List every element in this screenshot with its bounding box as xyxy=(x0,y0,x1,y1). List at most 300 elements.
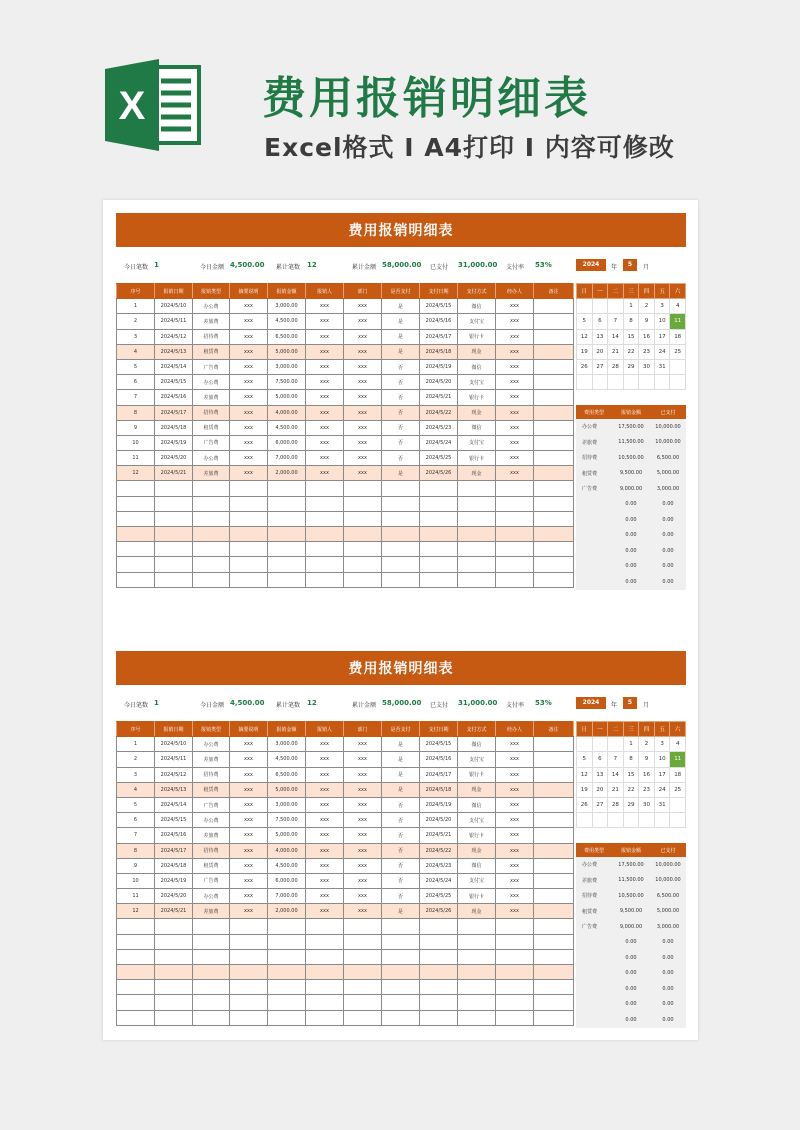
table-cell[interactable] xyxy=(268,557,306,572)
table-cell[interactable]: 否 xyxy=(382,873,420,888)
table-cell[interactable] xyxy=(534,329,574,344)
table-cell[interactable]: 否 xyxy=(382,797,420,812)
table-cell[interactable]: 银行卡 xyxy=(458,451,496,466)
table-cell[interactable]: 2024/5/24 xyxy=(420,873,458,888)
table-cell[interactable]: 2024/5/13 xyxy=(155,782,193,797)
table-cell[interactable]: 7,500.00 xyxy=(268,375,306,390)
month-input[interactable]: 5 xyxy=(623,259,637,271)
table-cell[interactable] xyxy=(534,435,574,450)
table-cell[interactable] xyxy=(382,527,420,542)
table-cell[interactable] xyxy=(306,965,344,980)
table-cell[interactable]: 8 xyxy=(117,405,155,420)
table-cell[interactable] xyxy=(268,481,306,496)
table-cell[interactable]: 4,500.00 xyxy=(268,752,306,767)
calendar-day[interactable]: 5 xyxy=(577,314,593,329)
table-cell[interactable]: 2024/5/20 xyxy=(420,375,458,390)
table-cell[interactable] xyxy=(534,828,574,843)
table-cell[interactable]: xxx xyxy=(496,737,534,752)
calendar-day[interactable]: 15 xyxy=(623,329,639,344)
table-cell[interactable]: xxx xyxy=(496,390,534,405)
table-cell[interactable]: xxx xyxy=(306,451,344,466)
table-cell[interactable] xyxy=(534,1010,574,1025)
calendar-day[interactable]: 30 xyxy=(639,359,655,374)
table-cell[interactable] xyxy=(344,542,382,557)
table-cell[interactable] xyxy=(534,858,574,873)
table-cell[interactable]: xxx xyxy=(230,299,268,314)
table-cell[interactable]: xxx xyxy=(230,435,268,450)
table-cell[interactable] xyxy=(344,1010,382,1025)
table-cell[interactable] xyxy=(534,496,574,511)
table-cell[interactable] xyxy=(230,572,268,587)
table-cell[interactable] xyxy=(534,451,574,466)
table-cell[interactable]: 2024/5/14 xyxy=(155,797,193,812)
table-cell[interactable] xyxy=(496,481,534,496)
table-cell[interactable]: xxx xyxy=(306,299,344,314)
table-cell[interactable]: 2024/5/21 xyxy=(155,904,193,919)
table-cell[interactable] xyxy=(420,496,458,511)
table-cell[interactable]: xxx xyxy=(344,813,382,828)
table-cell[interactable]: xxx xyxy=(496,344,534,359)
calendar-day[interactable]: 25 xyxy=(670,344,686,359)
table-cell[interactable]: 办公费 xyxy=(193,737,230,752)
table-cell[interactable] xyxy=(306,481,344,496)
table-cell[interactable]: 支付宝 xyxy=(458,314,496,329)
table-cell[interactable]: 5,000.00 xyxy=(268,828,306,843)
table-cell[interactable] xyxy=(306,511,344,526)
table-cell[interactable] xyxy=(534,965,574,980)
table-cell[interactable] xyxy=(230,496,268,511)
table-cell[interactable]: xxx xyxy=(496,451,534,466)
table-cell[interactable]: xxx xyxy=(496,435,534,450)
calendar-day[interactable]: 18 xyxy=(670,767,686,782)
table-cell[interactable]: 2024/5/26 xyxy=(420,466,458,481)
table-cell[interactable]: 2024/5/25 xyxy=(420,889,458,904)
table-cell[interactable]: 2024/5/15 xyxy=(155,375,193,390)
table-cell[interactable]: xxx xyxy=(230,752,268,767)
table-cell[interactable] xyxy=(420,919,458,934)
calendar-day[interactable]: 11 xyxy=(670,314,686,329)
table-cell[interactable]: xxx xyxy=(496,904,534,919)
calendar-day[interactable]: 17 xyxy=(654,329,670,344)
table-cell[interactable]: 办公费 xyxy=(193,375,230,390)
table-cell[interactable]: xxx xyxy=(344,299,382,314)
table-cell[interactable]: xxx xyxy=(230,767,268,782)
table-cell[interactable] xyxy=(230,965,268,980)
calendar-day[interactable]: 15 xyxy=(623,767,639,782)
table-cell[interactable]: 2024/5/18 xyxy=(155,858,193,873)
calendar-day[interactable] xyxy=(623,813,639,828)
table-cell[interactable]: 办公费 xyxy=(193,299,230,314)
table-cell[interactable] xyxy=(230,542,268,557)
calendar-day[interactable]: 11 xyxy=(670,752,686,767)
table-cell[interactable] xyxy=(382,995,420,1010)
table-cell[interactable] xyxy=(155,527,193,542)
table-cell[interactable]: 4,500.00 xyxy=(268,420,306,435)
table-cell[interactable]: xxx xyxy=(306,767,344,782)
table-cell[interactable] xyxy=(230,481,268,496)
calendar-day[interactable]: 30 xyxy=(639,797,655,812)
table-cell[interactable]: 2024/5/26 xyxy=(420,904,458,919)
table-cell[interactable]: 7 xyxy=(117,828,155,843)
table-cell[interactable] xyxy=(344,919,382,934)
table-cell[interactable]: 2024/5/21 xyxy=(420,828,458,843)
calendar-day[interactable]: 14 xyxy=(608,329,624,344)
calendar-day[interactable]: 18 xyxy=(670,329,686,344)
table-cell[interactable] xyxy=(496,557,534,572)
table-cell[interactable]: xxx xyxy=(344,797,382,812)
calendar-day[interactable] xyxy=(623,375,639,390)
table-cell[interactable] xyxy=(420,572,458,587)
table-cell[interactable] xyxy=(496,527,534,542)
table-cell[interactable] xyxy=(117,527,155,542)
table-cell[interactable]: 3,000.00 xyxy=(268,797,306,812)
table-cell[interactable]: xxx xyxy=(230,858,268,873)
table-cell[interactable]: 否 xyxy=(382,435,420,450)
table-cell[interactable]: xxx xyxy=(344,858,382,873)
calendar-day[interactable] xyxy=(654,813,670,828)
table-cell[interactable] xyxy=(496,919,534,934)
calendar-day[interactable]: 23 xyxy=(639,344,655,359)
table-cell[interactable]: xxx xyxy=(344,466,382,481)
table-cell[interactable]: 2024/5/15 xyxy=(420,299,458,314)
calendar-day[interactable]: 13 xyxy=(592,329,608,344)
table-cell[interactable]: 2024/5/15 xyxy=(155,813,193,828)
calendar-day[interactable]: 2 xyxy=(639,737,655,752)
table-cell[interactable]: xxx xyxy=(230,344,268,359)
year-input[interactable]: 2024 xyxy=(576,697,606,709)
table-cell[interactable]: 银行卡 xyxy=(458,889,496,904)
table-cell[interactable]: 7 xyxy=(117,390,155,405)
table-cell[interactable] xyxy=(268,542,306,557)
table-cell[interactable] xyxy=(117,919,155,934)
table-cell[interactable] xyxy=(496,1010,534,1025)
table-cell[interactable]: 2024/5/18 xyxy=(420,782,458,797)
table-cell[interactable]: 办公费 xyxy=(193,813,230,828)
table-cell[interactable] xyxy=(420,557,458,572)
table-cell[interactable] xyxy=(268,995,306,1010)
table-cell[interactable]: 2024/5/17 xyxy=(420,329,458,344)
calendar-day[interactable]: 29 xyxy=(623,359,639,374)
table-cell[interactable]: xxx xyxy=(344,889,382,904)
table-cell[interactable] xyxy=(534,527,574,542)
table-cell[interactable]: 2024/5/17 xyxy=(420,767,458,782)
table-cell[interactable]: 现金 xyxy=(458,466,496,481)
table-cell[interactable] xyxy=(117,557,155,572)
table-cell[interactable] xyxy=(117,496,155,511)
table-cell[interactable]: xxx xyxy=(306,390,344,405)
calendar-day[interactable]: 10 xyxy=(654,314,670,329)
table-cell[interactable]: 5 xyxy=(117,797,155,812)
table-cell[interactable] xyxy=(534,873,574,888)
table-cell[interactable] xyxy=(534,557,574,572)
table-cell[interactable]: xxx xyxy=(496,299,534,314)
calendar-day[interactable]: 3 xyxy=(654,299,670,314)
table-cell[interactable] xyxy=(534,737,574,752)
table-cell[interactable]: 是 xyxy=(382,737,420,752)
table-cell[interactable]: 支付宝 xyxy=(458,375,496,390)
table-cell[interactable]: 现金 xyxy=(458,843,496,858)
table-cell[interactable] xyxy=(344,481,382,496)
calendar-day[interactable]: 21 xyxy=(608,344,624,359)
table-cell[interactable]: xxx xyxy=(230,451,268,466)
table-cell[interactable] xyxy=(496,542,534,557)
table-cell[interactable]: 招待费 xyxy=(193,329,230,344)
table-cell[interactable] xyxy=(117,542,155,557)
calendar-day[interactable]: 1 xyxy=(623,299,639,314)
table-cell[interactable]: 微信 xyxy=(458,797,496,812)
table-cell[interactable] xyxy=(230,934,268,949)
calendar-day[interactable] xyxy=(592,299,608,314)
calendar-day[interactable]: 7 xyxy=(608,314,624,329)
table-cell[interactable]: 2024/5/12 xyxy=(155,767,193,782)
table-cell[interactable]: 2024/5/16 xyxy=(420,752,458,767)
table-cell[interactable] xyxy=(268,980,306,995)
table-cell[interactable]: 2024/5/13 xyxy=(155,344,193,359)
table-cell[interactable] xyxy=(382,919,420,934)
calendar-day[interactable]: 29 xyxy=(623,797,639,812)
table-cell[interactable]: 2024/5/19 xyxy=(420,797,458,812)
table-cell[interactable] xyxy=(230,980,268,995)
table-cell[interactable]: 2024/5/22 xyxy=(420,843,458,858)
table-cell[interactable] xyxy=(193,481,230,496)
table-cell[interactable]: xxx xyxy=(496,797,534,812)
table-cell[interactable]: 11 xyxy=(117,889,155,904)
table-cell[interactable] xyxy=(155,934,193,949)
table-cell[interactable] xyxy=(306,557,344,572)
table-cell[interactable] xyxy=(458,496,496,511)
table-cell[interactable] xyxy=(306,572,344,587)
table-cell[interactable] xyxy=(534,904,574,919)
table-cell[interactable] xyxy=(534,420,574,435)
table-cell[interactable] xyxy=(420,965,458,980)
calendar-day[interactable]: 21 xyxy=(608,782,624,797)
calendar-day[interactable]: 20 xyxy=(592,782,608,797)
table-cell[interactable]: 2024/5/11 xyxy=(155,752,193,767)
table-cell[interactable] xyxy=(382,481,420,496)
table-cell[interactable]: 2 xyxy=(117,752,155,767)
table-cell[interactable] xyxy=(534,390,574,405)
table-cell[interactable] xyxy=(458,949,496,964)
table-cell[interactable]: 11 xyxy=(117,451,155,466)
table-cell[interactable] xyxy=(382,557,420,572)
table-cell[interactable]: 是 xyxy=(382,329,420,344)
table-cell[interactable]: 租赁费 xyxy=(193,420,230,435)
table-cell[interactable] xyxy=(382,511,420,526)
table-cell[interactable]: xxx xyxy=(344,782,382,797)
table-cell[interactable]: 支付宝 xyxy=(458,752,496,767)
calendar-day[interactable] xyxy=(577,375,593,390)
table-cell[interactable] xyxy=(382,934,420,949)
table-cell[interactable]: xxx xyxy=(344,314,382,329)
table-cell[interactable]: 银行卡 xyxy=(458,390,496,405)
table-cell[interactable]: xxx xyxy=(344,904,382,919)
calendar-day[interactable]: 23 xyxy=(639,782,655,797)
table-cell[interactable]: 1 xyxy=(117,299,155,314)
table-cell[interactable]: xxx xyxy=(344,767,382,782)
table-cell[interactable] xyxy=(534,934,574,949)
table-cell[interactable]: xxx xyxy=(306,889,344,904)
table-cell[interactable] xyxy=(420,995,458,1010)
table-cell[interactable]: 2024/5/20 xyxy=(155,451,193,466)
table-cell[interactable]: 否 xyxy=(382,813,420,828)
table-cell[interactable] xyxy=(458,481,496,496)
table-cell[interactable]: 租赁费 xyxy=(193,858,230,873)
table-cell[interactable]: 银行卡 xyxy=(458,828,496,843)
calendar-day[interactable]: 8 xyxy=(623,314,639,329)
table-cell[interactable] xyxy=(496,572,534,587)
table-cell[interactable] xyxy=(268,965,306,980)
table-cell[interactable]: xxx xyxy=(230,873,268,888)
table-cell[interactable] xyxy=(458,995,496,1010)
table-cell[interactable] xyxy=(344,496,382,511)
table-cell[interactable]: 支付宝 xyxy=(458,873,496,888)
table-cell[interactable]: 微信 xyxy=(458,299,496,314)
table-cell[interactable] xyxy=(382,542,420,557)
table-cell[interactable]: 2024/5/20 xyxy=(420,813,458,828)
table-cell[interactable]: xxx xyxy=(496,873,534,888)
table-cell[interactable] xyxy=(117,965,155,980)
calendar-day[interactable]: 5 xyxy=(577,752,593,767)
table-cell[interactable]: xxx xyxy=(306,904,344,919)
table-cell[interactable]: 2024/5/21 xyxy=(155,466,193,481)
table-cell[interactable]: 2024/5/17 xyxy=(155,843,193,858)
table-cell[interactable]: xxx xyxy=(230,813,268,828)
table-cell[interactable]: 办公费 xyxy=(193,889,230,904)
calendar-day[interactable] xyxy=(577,299,593,314)
table-cell[interactable]: 9 xyxy=(117,420,155,435)
table-cell[interactable] xyxy=(458,557,496,572)
table-cell[interactable]: 2024/5/23 xyxy=(420,858,458,873)
table-cell[interactable]: 支付宝 xyxy=(458,435,496,450)
table-cell[interactable]: 是 xyxy=(382,466,420,481)
table-cell[interactable]: 否 xyxy=(382,390,420,405)
table-cell[interactable] xyxy=(534,752,574,767)
table-cell[interactable] xyxy=(155,511,193,526)
table-cell[interactable] xyxy=(230,511,268,526)
table-cell[interactable]: 是 xyxy=(382,782,420,797)
table-cell[interactable] xyxy=(268,934,306,949)
table-cell[interactable]: xxx xyxy=(230,390,268,405)
table-cell[interactable] xyxy=(268,496,306,511)
calendar-day[interactable] xyxy=(670,813,686,828)
table-cell[interactable] xyxy=(382,496,420,511)
table-cell[interactable] xyxy=(344,527,382,542)
table-cell[interactable] xyxy=(155,980,193,995)
table-cell[interactable]: xxx xyxy=(496,828,534,843)
calendar-day[interactable]: 6 xyxy=(592,314,608,329)
table-cell[interactable]: 2024/5/20 xyxy=(155,889,193,904)
year-input[interactable]: 2024 xyxy=(576,259,606,271)
table-cell[interactable] xyxy=(496,965,534,980)
table-cell[interactable] xyxy=(306,1010,344,1025)
table-cell[interactable]: 否 xyxy=(382,375,420,390)
calendar-day[interactable]: 24 xyxy=(654,344,670,359)
table-cell[interactable]: xxx xyxy=(344,737,382,752)
table-cell[interactable]: 办公费 xyxy=(193,451,230,466)
table-cell[interactable] xyxy=(382,572,420,587)
table-cell[interactable]: 是 xyxy=(382,314,420,329)
table-cell[interactable]: 是 xyxy=(382,904,420,919)
table-cell[interactable]: xxx xyxy=(230,737,268,752)
table-cell[interactable]: xxx xyxy=(344,843,382,858)
table-cell[interactable]: 银行卡 xyxy=(458,767,496,782)
calendar-day[interactable]: 2 xyxy=(639,299,655,314)
table-cell[interactable] xyxy=(458,965,496,980)
table-cell[interactable]: xxx xyxy=(306,737,344,752)
table-cell[interactable] xyxy=(193,511,230,526)
table-cell[interactable] xyxy=(117,1010,155,1025)
table-cell[interactable]: xxx xyxy=(230,782,268,797)
table-cell[interactable]: xxx xyxy=(496,329,534,344)
calendar-day[interactable] xyxy=(608,737,624,752)
table-cell[interactable]: 是 xyxy=(382,299,420,314)
table-cell[interactable] xyxy=(534,572,574,587)
table-cell[interactable]: 广告费 xyxy=(193,359,230,374)
table-cell[interactable] xyxy=(230,919,268,934)
table-cell[interactable]: 2024/5/19 xyxy=(155,435,193,450)
table-cell[interactable]: xxx xyxy=(306,375,344,390)
calendar-day[interactable] xyxy=(670,359,686,374)
calendar-day[interactable]: 4 xyxy=(670,737,686,752)
table-cell[interactable]: xxx xyxy=(344,451,382,466)
table-cell[interactable] xyxy=(117,949,155,964)
table-cell[interactable] xyxy=(193,995,230,1010)
table-cell[interactable] xyxy=(458,572,496,587)
table-cell[interactable]: 广告费 xyxy=(193,873,230,888)
table-cell[interactable] xyxy=(155,572,193,587)
calendar-day[interactable]: 12 xyxy=(577,329,593,344)
table-cell[interactable] xyxy=(155,496,193,511)
table-cell[interactable]: xxx xyxy=(230,828,268,843)
table-cell[interactable] xyxy=(534,919,574,934)
calendar-day[interactable]: 14 xyxy=(608,767,624,782)
calendar-day[interactable]: 19 xyxy=(577,782,593,797)
table-cell[interactable] xyxy=(193,934,230,949)
table-cell[interactable] xyxy=(306,542,344,557)
table-cell[interactable] xyxy=(534,299,574,314)
table-cell[interactable]: 5,000.00 xyxy=(268,390,306,405)
calendar-day[interactable]: 16 xyxy=(639,329,655,344)
table-cell[interactable] xyxy=(193,572,230,587)
calendar-day[interactable]: 3 xyxy=(654,737,670,752)
table-cell[interactable] xyxy=(458,527,496,542)
table-cell[interactable]: 2024/5/23 xyxy=(420,420,458,435)
table-cell[interactable] xyxy=(344,965,382,980)
table-cell[interactable]: xxx xyxy=(344,752,382,767)
table-cell[interactable] xyxy=(193,949,230,964)
table-cell[interactable]: xxx xyxy=(306,843,344,858)
calendar-day[interactable]: 6 xyxy=(592,752,608,767)
table-cell[interactable]: 9 xyxy=(117,858,155,873)
table-cell[interactable]: 否 xyxy=(382,359,420,374)
table-cell[interactable]: 7,000.00 xyxy=(268,889,306,904)
table-cell[interactable] xyxy=(268,572,306,587)
table-cell[interactable]: xxx xyxy=(230,375,268,390)
table-cell[interactable]: 现金 xyxy=(458,782,496,797)
table-cell[interactable]: 招待费 xyxy=(193,405,230,420)
table-cell[interactable]: 否 xyxy=(382,828,420,843)
table-cell[interactable] xyxy=(155,919,193,934)
table-cell[interactable]: xxx xyxy=(306,752,344,767)
table-cell[interactable] xyxy=(306,995,344,1010)
table-cell[interactable] xyxy=(155,481,193,496)
table-cell[interactable] xyxy=(534,481,574,496)
table-cell[interactable] xyxy=(420,1010,458,1025)
calendar-day[interactable]: 26 xyxy=(577,359,593,374)
table-cell[interactable] xyxy=(496,934,534,949)
table-cell[interactable]: xxx xyxy=(496,405,534,420)
calendar-day[interactable]: 24 xyxy=(654,782,670,797)
